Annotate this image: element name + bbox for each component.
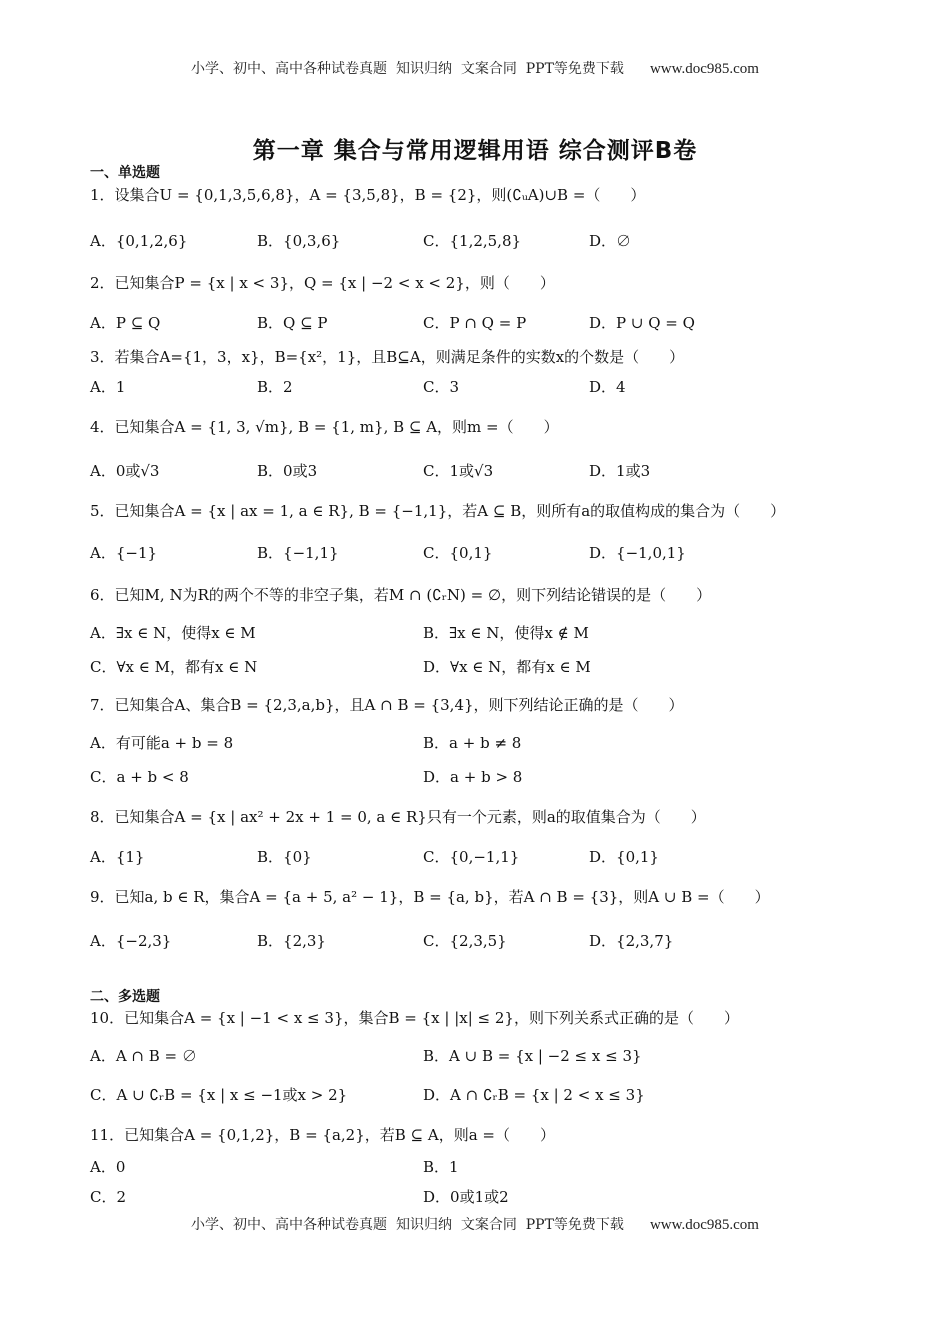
option: A．1 — [90, 378, 126, 396]
question-5: 5．已知集合A = {x | ax = 1, a ∈ R}, B = {−1,1}，若A ⊆ B，则所有a的取值构成的集合为（ ） — [90, 502, 786, 520]
option: D．A ∩ ∁ᵣB = {x | 2 < x ≤ 3} — [423, 1086, 645, 1104]
option: C．∀x ∈ M，都有x ∈ N — [90, 658, 258, 676]
question-10: 10．已知集合A = {x | −1 < x ≤ 3}，集合B = {x | |x| ≤ 2}，则下列关系式正确的是（ ） — [90, 1009, 739, 1027]
option: B．A ∪ B = {x | −2 ≤ x ≤ 3} — [423, 1047, 642, 1065]
question-6: 6．已知M, N为R的两个不等的非空子集，若M ∩ (∁ᵣN) = ∅，则下列结论错误的是（ ） — [90, 586, 712, 604]
option: A．0或√3 — [90, 462, 160, 480]
option: A．{−1} — [90, 544, 158, 562]
option: B．∃x ∈ N，使得x ∉ M — [423, 624, 589, 642]
option: A．∃x ∈ N，使得x ∈ M — [90, 624, 256, 642]
option: D．{−1,0,1} — [589, 544, 686, 562]
option: B．Q ⊆ P — [257, 314, 328, 332]
page-header — [0, 58, 950, 78]
option: C．{0,−1,1} — [423, 848, 520, 866]
header-text: 小学、初中、高中各种试卷真题 知识归纳 文案合同 PPT等免费下载 — [191, 61, 624, 77]
option: A．0 — [90, 1158, 126, 1176]
option: B．2 — [257, 378, 293, 396]
option: D．∀x ∈ N，都有x ∈ M — [423, 658, 591, 676]
option: D．0或1或2 — [423, 1188, 509, 1206]
page-footer — [0, 1214, 950, 1234]
question-11: 11．已知集合A = {0,1,2}，B = {a,2}，若B ⊆ A，则a =（ ） — [90, 1126, 555, 1144]
option: C．1或√3 — [423, 462, 494, 480]
option: C．{2,3,5} — [423, 932, 507, 950]
footer-site: www.doc985.com — [649, 1217, 759, 1233]
section-multiple-choice: 二、多选题 — [90, 989, 160, 1005]
option: C．P ∩ Q = P — [423, 314, 527, 332]
option: D．{2,3,7} — [589, 932, 674, 950]
question-1: 1．设集合U = {0,1,3,5,6,8}，A = {3,5,8}，B = {2}，则(∁ᵤA)∪B =（ ） — [90, 186, 646, 204]
option: D．{0,1} — [589, 848, 659, 866]
option: B．0或3 — [257, 462, 318, 480]
option: C．a + b < 8 — [90, 768, 189, 786]
question-2: 2．已知集合P = {x | x < 3}，Q = {x | −2 < x < 2}，则（ ） — [90, 274, 555, 292]
option: C．3 — [423, 378, 460, 396]
option: B．1 — [423, 1158, 459, 1176]
question-8: 8．已知集合A = {x | ax² + 2x + 1 = 0, a ∈ R}只有一个元素，则a的取值集合为（ ） — [90, 808, 706, 826]
option: D．4 — [589, 378, 626, 396]
option: B．{2,3} — [257, 932, 326, 950]
option: A．{−2,3} — [90, 932, 172, 950]
question-3: 3．若集合A={1，3，x}，B={x²，1}，且B⊆A，则满足条件的实数x的个数是（ ） — [90, 348, 685, 366]
question-4: 4．已知集合A = {1, 3, √m}, B = {1, m}, B ⊆ A，则m =（ ） — [90, 418, 559, 436]
option: D．P ∪ Q = Q — [589, 314, 695, 332]
option: A．有可能a + b = 8 — [90, 734, 234, 752]
option: A．{0,1,2,6} — [90, 232, 188, 250]
option: D．∅ — [589, 232, 632, 250]
option: D．a + b > 8 — [423, 768, 523, 786]
option: A．A ∩ B = ∅ — [90, 1047, 197, 1065]
option: C．A ∪ ∁ᵣB = {x | x ≤ −1或x > 2} — [90, 1086, 348, 1104]
option: C．2 — [90, 1188, 127, 1206]
option: A．{1} — [90, 848, 145, 866]
option: C．{0,1} — [423, 544, 493, 562]
option: B．{0} — [257, 848, 312, 866]
section-single-choice: 一、单选题 — [90, 165, 160, 181]
question-7: 7．已知集合A、集合B = {2,3,a,b}，且A ∩ B = {3,4}，则下列结论正确的是（ ） — [90, 696, 684, 714]
option: B．{0,3,6} — [257, 232, 341, 250]
option: B．{−1,1} — [257, 544, 339, 562]
page-title: 第一章 集合与常用逻辑用语 综合测评B卷 — [252, 138, 698, 164]
footer-text: 小学、初中、高中各种试卷真题 知识归纳 文案合同 PPT等免费下载 — [191, 1217, 624, 1233]
option: B．a + b ≠ 8 — [423, 734, 522, 752]
option: D．1或3 — [589, 462, 651, 480]
header-site: www.doc985.com — [649, 61, 759, 77]
option: A．P ⊆ Q — [90, 314, 161, 332]
question-9: 9．已知a, b ∈ R，集合A = {a + 5, a² − 1}，B = {a, b}，若A ∩ B = {3}，则A ∪ B =（ ） — [90, 888, 770, 906]
option: C．{1,2,5,8} — [423, 232, 522, 250]
